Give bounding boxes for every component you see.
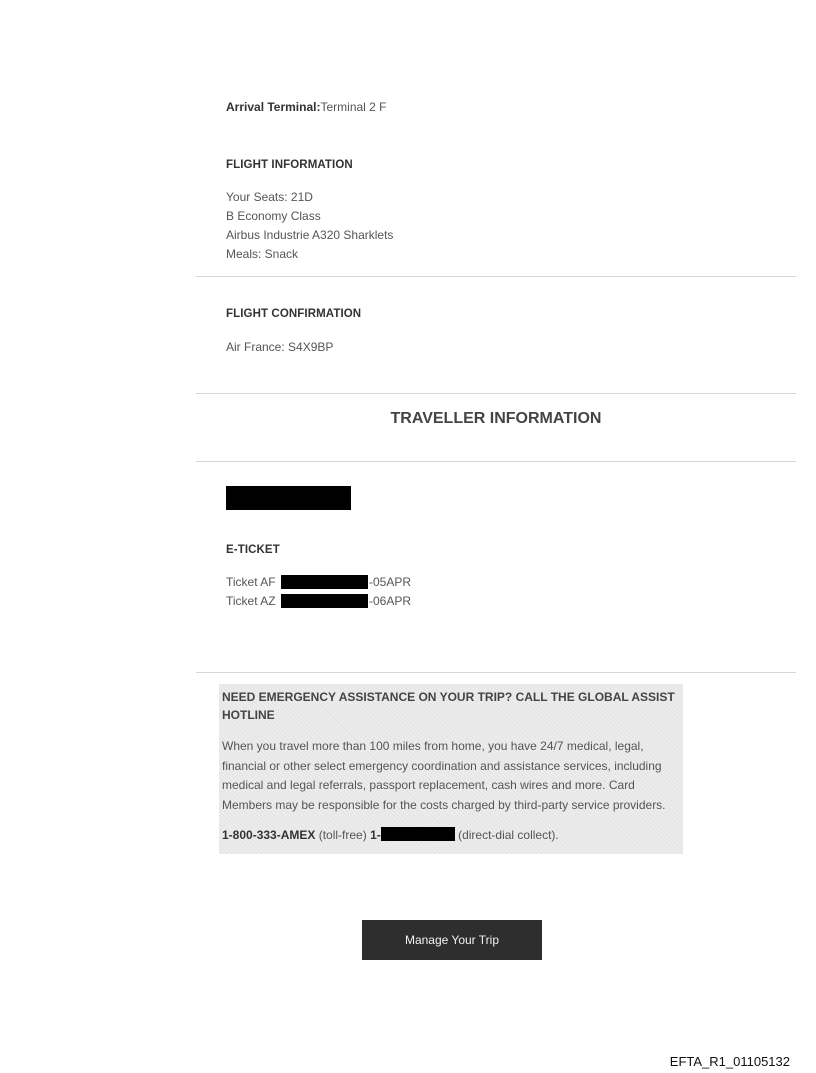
ticket-prefix: Ticket AF [226, 575, 276, 589]
emergency-assistance-box [219, 684, 683, 854]
aircraft-type: Airbus Industrie A320 Sharklets [226, 228, 394, 242]
assistance-title: NEED EMERGENCY ASSISTANCE ON YOUR TRIP? CALL THE GLOBAL ASSIST HOTLINE [222, 690, 675, 722]
arrival-terminal-label: Arrival Terminal: [226, 100, 321, 114]
flight-information-details [226, 188, 393, 264]
meals-info: Meals: Snack [226, 247, 299, 261]
redacted-traveller-name [226, 486, 351, 510]
flight-confirmation-heading: FLIGHT CONFIRMATION [226, 308, 362, 320]
ticket-row [226, 573, 526, 592]
traveller-information-heading: TRAVELLER INFORMATION [390, 410, 602, 427]
arrival-terminal [226, 98, 387, 117]
collect-phone-prefix: 1- [370, 828, 381, 842]
eticket-heading: E-TICKET [226, 544, 280, 556]
assistance-body: When you travel more than 100 miles from home, you have 24/7 medical, legal, financial or other select emergency coordination and assistance services, including medical and legal referrals, passport replacement, cash wires and more. Card Members may be responsible for the costs charged by third-party service providers. [222, 739, 666, 812]
flight-information-heading: FLIGHT INFORMATION [226, 159, 353, 171]
redacted-ticket-number [281, 594, 368, 608]
confirmation-code: Air France: S4X9BP [226, 340, 334, 354]
arrival-terminal-value: Terminal 2 F [320, 100, 387, 114]
collect-label: (direct-dial collect). [454, 828, 559, 842]
assistance-phone-line [222, 827, 682, 843]
tollfree-label: (toll-free) [315, 828, 371, 842]
tollfree-phone: 1-800-333-AMEX [222, 828, 316, 842]
seat-info: Your Seats: 21D [226, 190, 313, 204]
cabin-class: B Economy Class [226, 209, 321, 223]
divider [196, 393, 796, 394]
divider [196, 276, 796, 277]
document-id: EFTA_R1_01105132 [669, 1054, 790, 1069]
ticket-prefix: Ticket AZ [226, 594, 276, 608]
redacted-phone-number [381, 827, 455, 841]
ticket-suffix: -05APR [369, 575, 412, 589]
ticket-suffix: -06APR [369, 594, 412, 608]
manage-trip-button[interactable]: Manage Your Trip [362, 920, 542, 960]
divider [196, 672, 796, 673]
divider [196, 461, 796, 462]
redacted-ticket-number [281, 575, 368, 589]
ticket-row [226, 592, 526, 611]
